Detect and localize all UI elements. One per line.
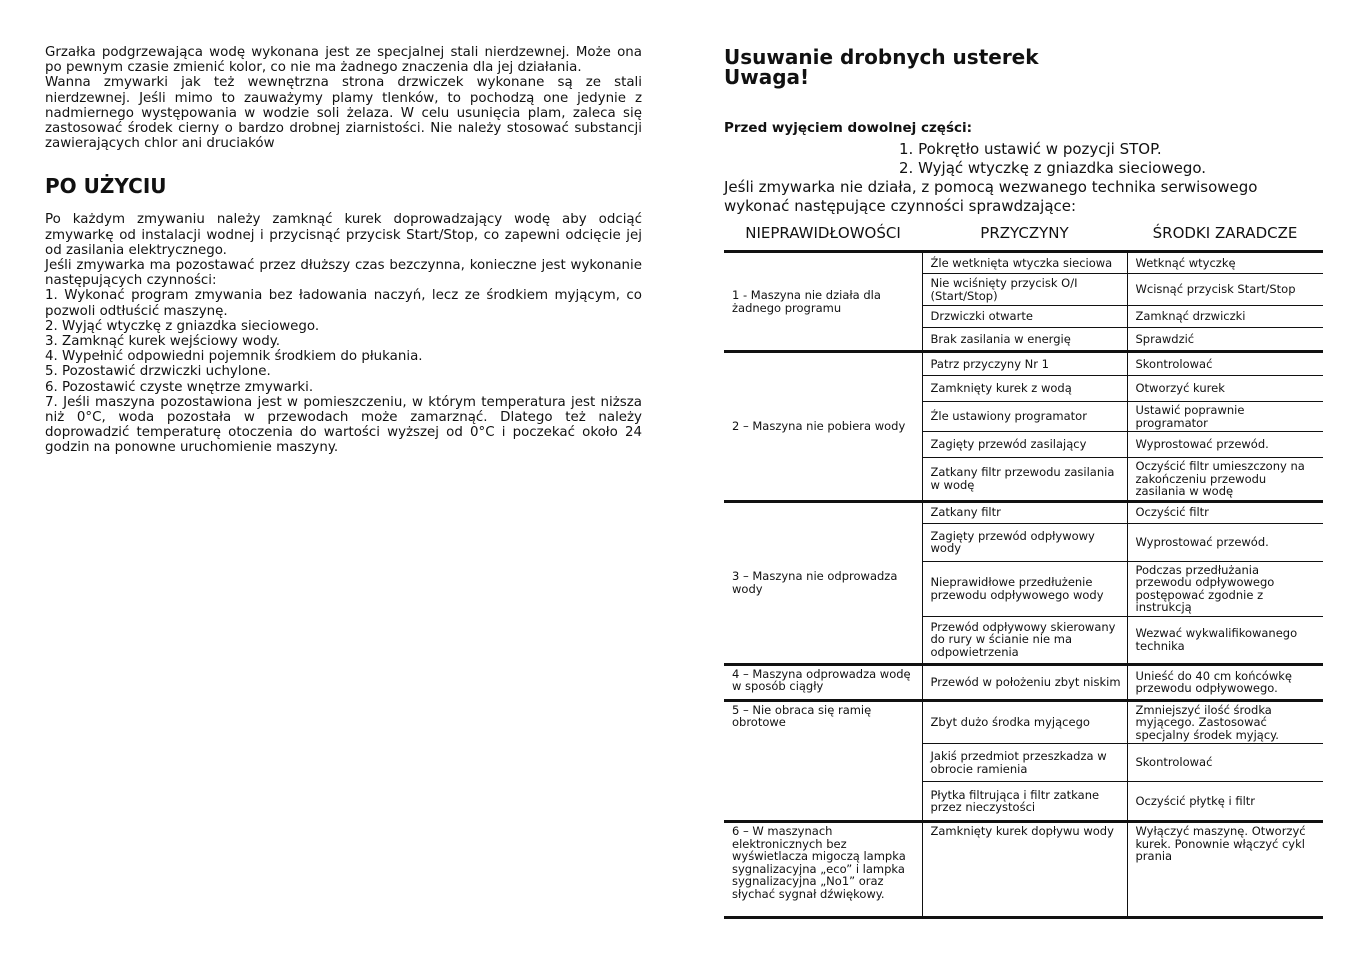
remedy-cell: Unieść do 40 cm końcówkę przewodu odpływowego. bbox=[1127, 664, 1323, 700]
table-row bbox=[724, 700, 1323, 744]
list-item: 2. Wyjąć wtyczkę z gniazdka sieciowego. bbox=[899, 159, 1207, 177]
warning-heading: Uwaga! bbox=[724, 65, 810, 89]
cause-cell: Źle wetknięta wtyczka sieciowa bbox=[922, 252, 1127, 274]
cause-cell: Zbyt dużo środka myjącego bbox=[922, 700, 1127, 744]
table-row bbox=[724, 822, 1323, 918]
table-row bbox=[724, 252, 1323, 274]
cause-cell: Zatkany filtr bbox=[922, 501, 1127, 523]
remedy-cell: Podczas przedłużania przewodu odpływowego postępować zgodnie z instrukcją bbox=[1127, 561, 1323, 616]
remedy-cell: Wyprostować przewód. bbox=[1127, 523, 1323, 561]
cause-cell: Zagięty przewód zasilający bbox=[922, 432, 1127, 458]
fault-cell: 5 – Nie obraca się ramię obrotowe bbox=[724, 700, 922, 822]
remedy-cell: Wetknąć wtyczkę bbox=[1127, 252, 1323, 274]
list-item: 4. Wypełnić odpowiedni pojemnik środkiem do płukania. bbox=[45, 349, 423, 365]
cause-cell: Zamknięty kurek dopływu wody bbox=[922, 822, 1127, 918]
list-item: 6. Pozostawić czyste wnętrze zmywarki. bbox=[45, 379, 314, 395]
fault-cell: 3 – Maszyna nie odprowadza wody bbox=[724, 501, 922, 664]
remedy-cell: Wezwać wykwalifikowanego technika bbox=[1127, 616, 1323, 664]
fault-cell: 6 – W maszynach elektronicznych bez wyświetlacza migoczą lampka sygnalizacyjna „eco” i lampka sygnalizacyjna „No1” oraz słychać sygnał dźwiękowy. bbox=[724, 822, 922, 918]
list-item: 5. Pozostawić drzwiczki uchylone. bbox=[45, 364, 271, 380]
paragraph-stainless: Wanna zmywarki jak też wewnętrzna strona drzwiczek wykonane są ze stali nierdzewnej. Jeśli mimo to zauważymy plamy tlenków, to pochodzą one jedynie z nadmiernego występowania w wodzie soli żelaza. W celu usunięcia plam, zaleca się zastosować środek cierny o bardzo drobnej ziarnistości. Nie należy stosować substancji zawierających chlor ani druciaków bbox=[45, 75, 642, 152]
cause-cell: Zagięty przewód odpływowy wody bbox=[922, 523, 1127, 561]
cause-cell: Zamknięty kurek z wodą bbox=[922, 376, 1127, 402]
remedy-cell: Oczyścić filtr bbox=[1127, 501, 1323, 523]
cause-cell: Zatkany filtr przewodu zasilania w wodę bbox=[922, 458, 1127, 502]
cause-cell: Patrz przyczyny Nr 1 bbox=[922, 352, 1127, 376]
fault-cell: 1 - Maszyna nie działa dla żadnego programu bbox=[724, 252, 922, 352]
fault-cell: 4 – Maszyna odprowadza wodę w sposób ciągły bbox=[724, 664, 922, 700]
table-row bbox=[724, 501, 1323, 523]
paragraph-after-wash: Po każdym zmywaniu należy zamknąć kurek doprowadzający wodę aby odciąć zmywarkę od instalacji wodnej i przycisnąć przycisk Start/Stop, co zapewni odcięcie jej od zasilania elektrycznego. bbox=[45, 212, 642, 258]
cause-cell: Przewód w położeniu zbyt niskim bbox=[922, 664, 1127, 700]
fault-cell: 2 – Maszyna nie pobiera wody bbox=[724, 352, 922, 502]
remedy-cell: Zamknąć drzwiczki bbox=[1127, 306, 1323, 328]
cause-cell: Nieprawidłowe przedłużenie przewodu odpływowego wody bbox=[922, 561, 1127, 616]
cause-cell: Źle ustawiony programator bbox=[922, 402, 1127, 432]
remedy-cell: Wyprostować przewód. bbox=[1127, 432, 1323, 458]
remedy-cell: Oczyścić filtr umieszczony na zakończeniu przewodu zasilania w wodę bbox=[1127, 458, 1323, 502]
remedy-cell: Skontrolować bbox=[1127, 744, 1323, 782]
list-item: 2. Wyjąć wtyczkę z gniazdka sieciowego. bbox=[45, 318, 320, 334]
remedy-cell: Oczyścić płytkę i filtr bbox=[1127, 782, 1323, 822]
remedy-cell: Ustawić poprawnie programator bbox=[1127, 402, 1323, 432]
list-item: 3. Zamknąć kurek wejściowy wody. bbox=[45, 334, 281, 350]
right-column bbox=[724, 47, 1322, 919]
paragraph-long-idle: Jeśli zmywarka ma pozostawać przez dłuższy czas bezczynna, konieczne jest wykonanie następujących czynności: bbox=[45, 258, 642, 289]
cause-cell: Jakiś przedmiot przeszkadza w obrocie ramienia bbox=[922, 744, 1127, 782]
troubleshooting-table bbox=[724, 220, 1323, 919]
remedy-cell: Wcisnąć przycisk Start/Stop bbox=[1127, 274, 1323, 306]
cause-cell: Płytka filtrująca i filtr zatkane przez nieczystości bbox=[922, 782, 1127, 822]
list-item: 7. Jeśli maszyna pozostawiona jest w pomieszczeniu, w którym temperatura jest niższa niż 0°C, woda pozostała w przewodach może zamarznąć. Dlatego też należy doprowadzić temperaturę otoczenia do wartości wyższej od 0°C i poczekać około 24 godzin na ponowne uruchomienie maszyny. bbox=[45, 394, 642, 456]
troubleshooting-heading: Usuwanie drobnych usterek bbox=[724, 45, 1039, 69]
column-header-causes: PRZYCZYNY bbox=[922, 220, 1127, 252]
remedy-cell: Zmniejszyć ilość środka myjącego. Zastosować specjalny środek myjący. bbox=[1127, 700, 1323, 744]
cause-cell: Przewód odpływowy skierowany do rury w ścianie nie ma odpowietrzenia bbox=[922, 616, 1127, 664]
remedy-cell: Skontrolować bbox=[1127, 352, 1323, 376]
column-header-faults: NIEPRAWIDŁOWOŚCI bbox=[724, 220, 922, 252]
remedy-cell: Sprawdzić bbox=[1127, 328, 1323, 352]
remedy-cell: Wyłączyć maszynę. Otworzyć kurek. Ponownie włączyć cykl prania bbox=[1127, 822, 1323, 918]
list-item: 1. Wykonać program zmywania bez ładowania naczyń, lecz ze środkiem myjącym, co pozwoli odtłuścić maszynę. bbox=[45, 288, 642, 319]
before-removal-subheading: Przed wyjęciem dowolnej części: bbox=[724, 120, 973, 136]
troubleshooting-intro: Jeśli zmywarka nie działa, z pomocą wezwanego technika serwisowego wykonać następujące czynności sprawdzające: bbox=[724, 178, 1258, 215]
cause-cell: Nie wciśnięty przycisk O/I (Start/Stop) bbox=[922, 274, 1127, 306]
idle-steps-list bbox=[45, 288, 642, 455]
table-row bbox=[724, 352, 1323, 376]
left-column bbox=[45, 45, 642, 456]
column-header-remedies: ŚRODKI ZARADCZE bbox=[1127, 220, 1323, 252]
table-row bbox=[724, 664, 1323, 700]
remedy-cell: Otworzyć kurek bbox=[1127, 376, 1323, 402]
paragraph-heater: Grzałka podgrzewająca wodę wykonana jest ze specjalnej stali nierdzewnej. Może ona po pewnym czasie zmienić kolor, co nie ma żadnego znaczenia dla jej działania. bbox=[45, 45, 642, 76]
section-heading-after-use: PO UŻYCIU bbox=[45, 174, 167, 199]
cause-cell: Brak zasilania w energię bbox=[922, 328, 1127, 352]
before-removal-steps bbox=[899, 140, 1322, 178]
list-item: 1. Pokrętło ustawić w pozycji STOP. bbox=[899, 140, 1162, 158]
cause-cell: Drzwiczki otwarte bbox=[922, 306, 1127, 328]
